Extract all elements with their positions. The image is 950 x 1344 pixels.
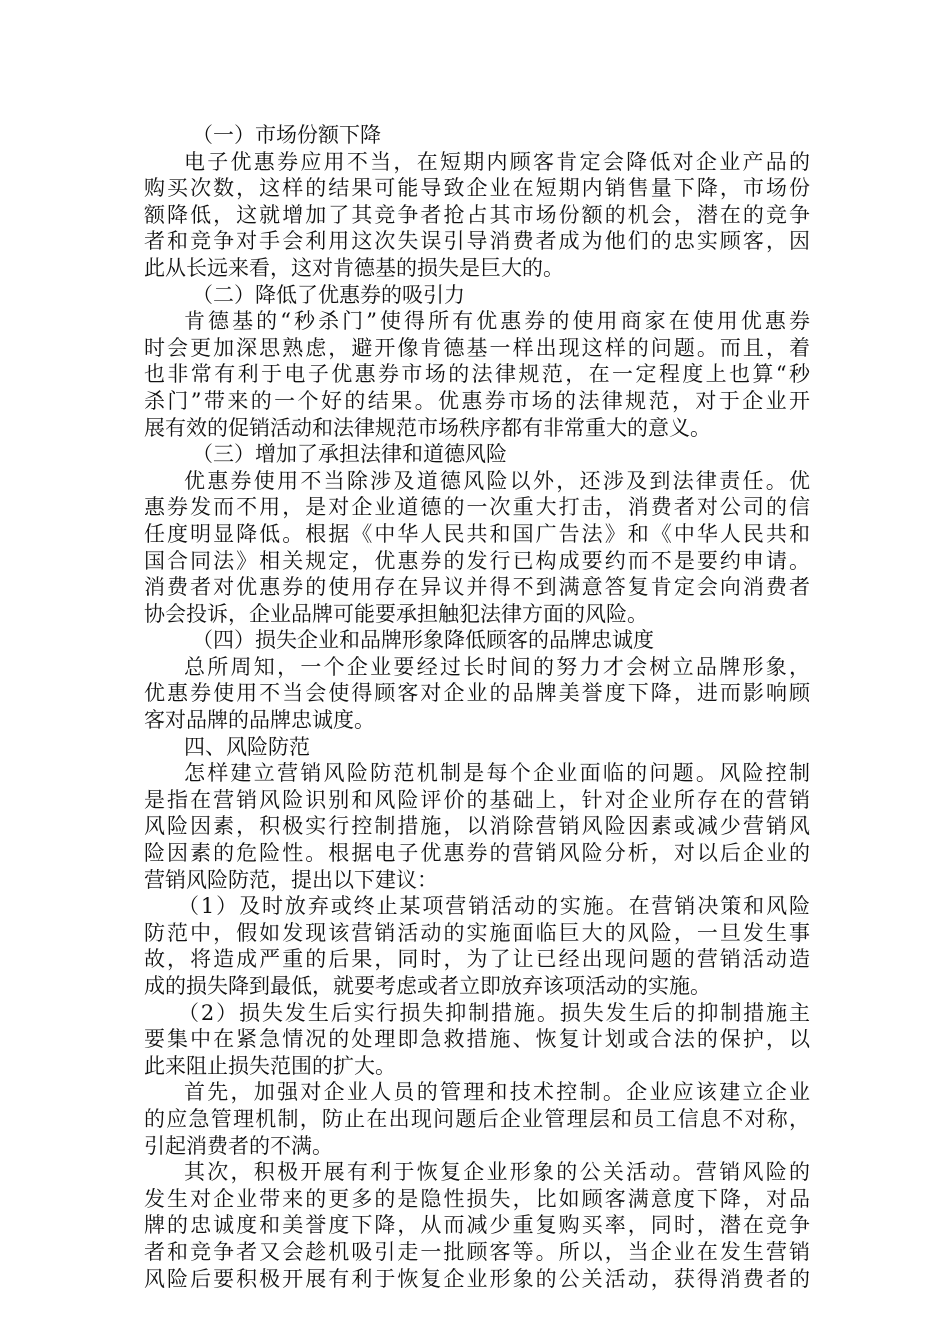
section-heading: [144, 734, 810, 761]
text-line: 防范中，假如发现该营销活动的实施面临巨大的风险，一旦发生事: [144, 920, 810, 945]
text-line: 营销风险防范，提出以下建议：: [144, 867, 438, 892]
text-line: 牌的忠诚度和美誉度下降，从而减少重复购买率，同时，潜在竞争: [144, 1213, 810, 1238]
text-line: 险因素的危险性。根据电子优惠券的营销风险分析，对以后企业的: [144, 841, 810, 866]
text-line: 国合同法》相关规定，优惠券的发行已构成要约而不是要约申请。: [144, 548, 810, 573]
body-paragraph: [144, 1079, 810, 1159]
text-line: 要集中在紧急情况的处理即急救措施、恢复计划或合法的保护，以: [144, 1027, 810, 1052]
text-line: 电子优惠券应用不当，在短期内顾客肯定会降低对企业产品的: [184, 149, 810, 174]
section-heading: [144, 441, 810, 468]
text-line: 杀门”带来的一个好的结果。优惠券市场的法律规范，对于企业开: [144, 388, 810, 413]
text-line: 引起消费者的不满。: [144, 1133, 333, 1158]
text-line: 其次，积极开展有利于恢复企业形象的公关活动。营销风险的: [184, 1160, 810, 1185]
text-line: 风险因素，积极实行控制措施，以消除营销风险因素或减少营销风: [144, 814, 810, 839]
text-line: 优惠券使用不当除涉及道德风险以外，还涉及到法律责任。优: [184, 468, 810, 493]
text-line: 肯德基的“秒杀门”使得所有优惠券的使用商家在使用优惠券: [184, 309, 810, 334]
text-line: 发生对企业带来的更多的是隐性损失，比如顾客满意度下降，对品: [144, 1186, 810, 1211]
text-line: 故，将造成严重的后果，同时，为了让已经出现问题的营销活动造: [144, 947, 810, 972]
text-line: 时会更加深思熟虑，避开像肯德基一样出现这样的问题。而且，着: [144, 335, 810, 360]
text-line: 协会投诉，企业品牌可能要承担触犯法律方面的风险。: [144, 601, 648, 626]
numbered-item: [144, 1000, 810, 1080]
body-paragraph: [144, 468, 810, 628]
text-line: 者和竞争对手会利用这次失误引导消费者成为他们的忠实顾客，因: [144, 229, 810, 254]
text-line: 任度明显降低。根据《中华人民共和国广告法》和《中华人民共和: [144, 521, 810, 546]
text-line: 总所周知，一个企业要经过长时间的努力才会树立品牌形象，: [184, 654, 810, 679]
heading-text: （三）增加了承担法律和道德风险: [192, 442, 507, 467]
text-line: 优惠券使用不当会使得顾客对企业的品牌美誉度下降，进而影响顾: [144, 681, 810, 706]
text-line: 购买次数，这样的结果可能导致企业在短期内销售量下降，市场份: [144, 176, 810, 201]
text-line: （1）及时放弃或终止某项营销活动的实施。在营销决策和风险: [178, 894, 810, 919]
text-line: 此从长远来看，这对肯德基的损失是巨大的。: [144, 255, 564, 280]
text-line: （2）损失发生后实行损失抑制措施。损失发生后的抑制措施主: [178, 1000, 810, 1025]
numbered-item: [144, 893, 810, 999]
body-paragraph: [144, 654, 810, 734]
body-paragraph: [144, 1159, 810, 1292]
body-paragraph: [144, 308, 810, 441]
text-line: 的应急管理机制，防止在出现问题后企业管理层和员工信息不对称，: [144, 1106, 810, 1131]
text-line: 风险后要积极开展有利于恢复企业形象的公关活动，获得消费者的: [144, 1266, 810, 1291]
text-line: 客对品牌的品牌忠诚度。: [144, 708, 375, 733]
text-line: 者和竞争者又会趁机吸引走一批顾客等。所以，当企业在发生营销: [144, 1239, 810, 1264]
text-line: 消费者对优惠券的使用存在异议并得不到满意答复肯定会向消费者: [144, 575, 810, 600]
text-line: 首先，加强对企业人员的管理和技术控制。企业应该建立企业: [184, 1080, 810, 1105]
text-line: 怎样建立营销风险防范机制是每个企业面临的问题。风险控制: [184, 761, 810, 786]
text-line: 也非常有利于电子优惠券市场的法律规范，在一定程度上也算“秒: [144, 362, 810, 387]
section-heading: [144, 627, 810, 654]
section-heading: [144, 122, 810, 149]
body-paragraph: [144, 149, 810, 282]
body-paragraph: [144, 760, 810, 893]
heading-text: 四、风险防范: [184, 734, 310, 759]
text-line: 此来阻止损失范围的扩大。: [144, 1053, 396, 1078]
text-line: 成的损失降到最低，就要考虑或者立即放弃该项活动的实施。: [144, 974, 711, 998]
document-page: [144, 122, 810, 1292]
text-line: 惠券发而不用，是对企业道德的一次重大打击，消费者对公司的信: [144, 495, 810, 520]
heading-text: （一）市场份额下降: [192, 123, 381, 147]
text-line: 是指在营销风险识别和风险评价的基础上，针对企业所存在的营销: [144, 787, 810, 812]
text-line: 展有效的促销活动和法律规范市场秩序都有非常重大的意义。: [144, 415, 711, 440]
heading-text: （二）降低了优惠券的吸引力: [192, 282, 465, 307]
text-line: 额降低，这就增加了其竞争者抢占其市场份额的机会，潜在的竞争: [144, 202, 810, 227]
section-heading: [144, 282, 810, 309]
heading-text: （四）损失企业和品牌形象降低顾客的品牌忠诚度: [192, 628, 654, 653]
